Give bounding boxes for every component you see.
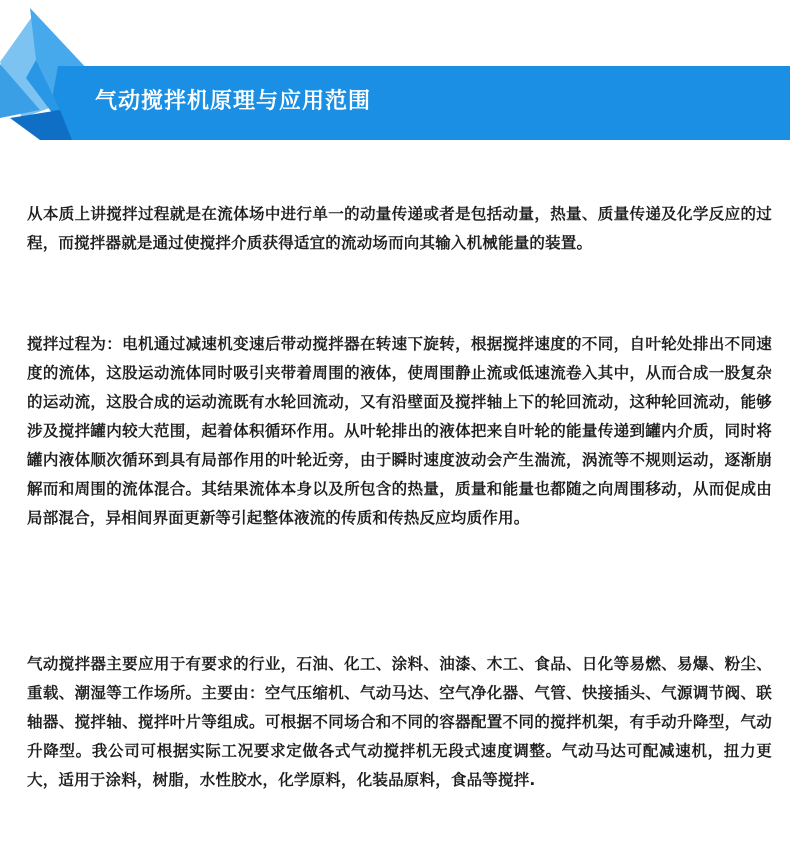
section-header [0, 0, 790, 160]
header-banner-graphic [0, 0, 790, 160]
paragraph-process: 搅拌过程为：电机通过减速机变速后带动搅拌器在转速下旋转，根据搅拌速度的不同，自叶轮处排出不同速度的流体，这股运动流体同时吸引夹带着周围的液体，使周围静止流或低速流卷入其中，从而合成一股复杂的运动流，这股合成的运动流既有水轮回流动，又有沿壁面及搅拌轴上下的轮回流动，这种轮回流动，能够涉及搅拌罐内较大范围，起着体积循环作用。从叶轮排出的液体把来自叶轮的能量传递到罐内介质，同时将罐内液体顺次循环到具有局部作用的叶轮近旁，由于瞬时速度波动会产生湍流，涡流等不规则运动，逐渐崩解而和周围的流体混合。其结果流体本身以及所包含的热量，质量和能量也都随之向周围移动，从而促成由局部混合，异相间界面更新等引起整体液流的传质和传热反应均质作用。 [27, 335, 772, 527]
paragraph-intro: 从本质上讲搅拌过程就是在流体场中进行单一的动量传递或者是包括动量，热量、质量传递及化学反应的过程，而搅拌器就是通过使搅拌介质获得适宜的流动场而向其输入机械能量的装置。 [27, 205, 772, 252]
paragraph-application: 气动搅拌器主要应用于有要求的行业，石油、化工、涂料、油漆、木工、食品、日化等易燃、易爆、粉尘、重载、潮湿等工作场所。主要由：空气压缩机、气动马达、空气净化器、气管、快接插头、气源调节阀、联轴器、搅拌轴、搅拌叶片等组成。可根据不同场合和不同的容器配置不同的搅拌机架，有手动升降型，气动升降型。我公司可根据实际工况要求定做各式气动搅拌机无段式速度调整。气动马达可配减速机，扭力更大，适用于涂料，树脂，水性胶水，化学原料，化装品原料，食品等搅拌. [27, 655, 772, 789]
page-title: 气动搅拌机原理与应用范围 [95, 89, 372, 114]
